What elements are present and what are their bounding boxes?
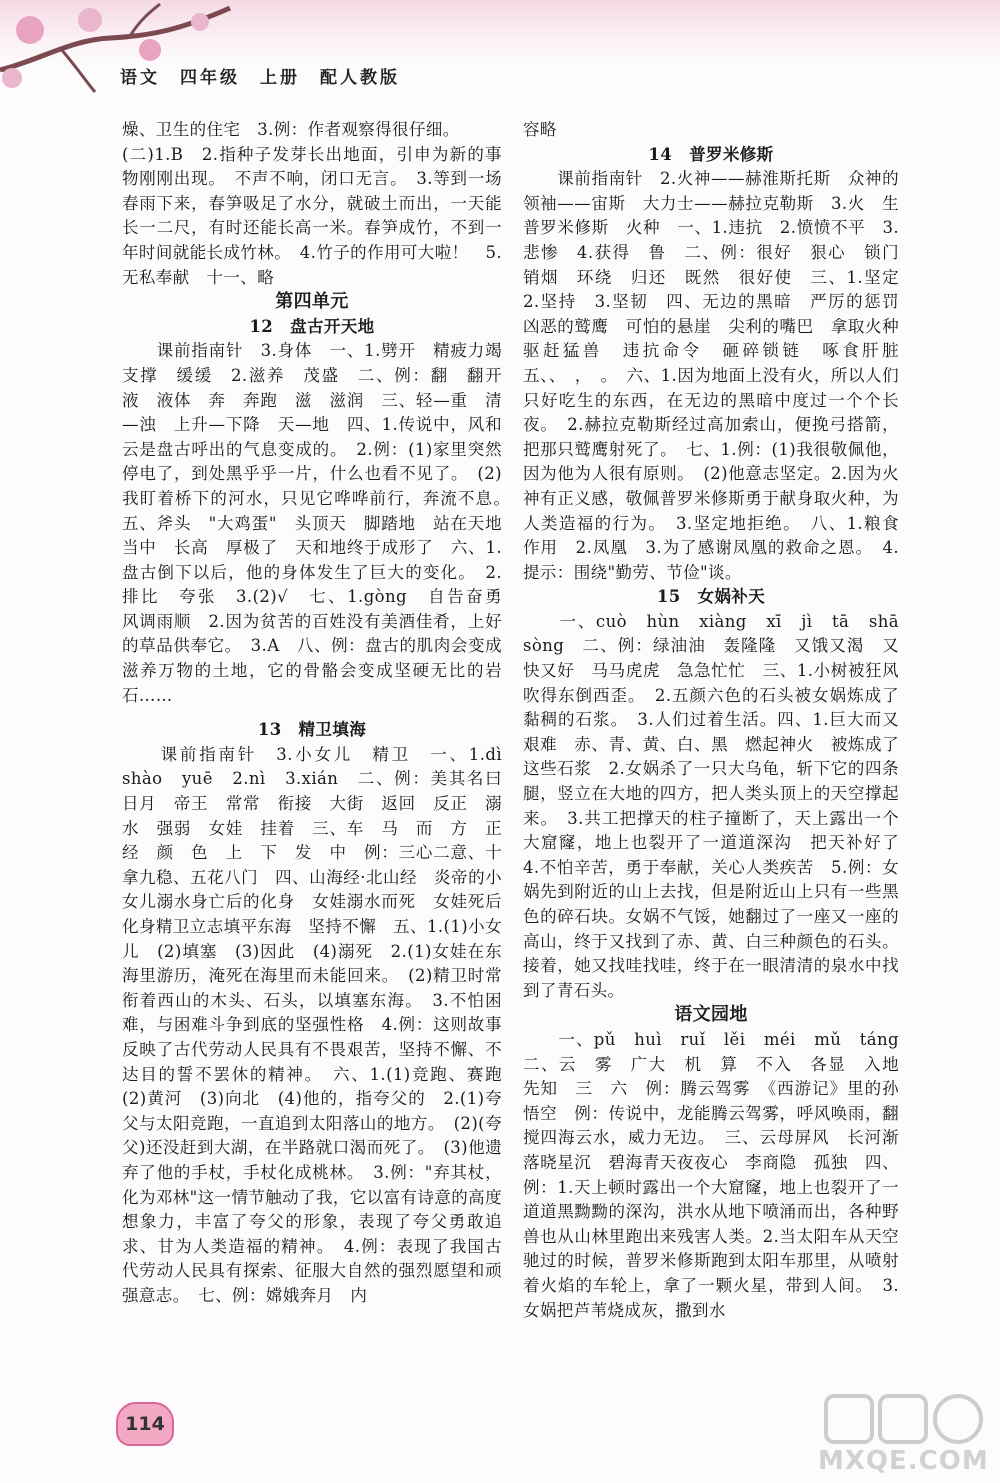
answer-paragraph: 课前指南针 2.火神——赫淮斯托斯 众神的领袖——宙斯 大力士——赫拉克勒斯 3.火 生 普罗米修斯 火种 一、1.违抗 2.愤愤不平 3.悲惨 4.获得 鲁 二、例：很好 狠心 锁门 销烟 环绕 归还 既然 很好使 三、1.坚定 2.坚持 3.坚韧 四、无边的黑暗 严厉的惩罚 凶恶的鹫鹰 可怕的悬崖 尖利的嘴巴 拿取火种 驱赶猛兽 违抗命令 砸碎锁链 啄食肝脏 五、、 ， 。 六、1.因为地面上没有火，所以人们只好吃生的东西，在无边的黑暗中度过一个个长夜。 2.赫拉克勒斯经过高加索山，便挽弓搭箭，把那只鹫鹰射死了。 七、1.例：(1)我很敬佩他，因为他为人很有原则。 (2)他意志坚定。2.因为火神有正义感，敬佩普罗米修斯勇于献身取火种，为人类造福的行为。 3.坚定地拒绝。 八、1.粮食 作用 2.凤凰 3.为了感谢凤凰的救命之恩。 4.提示：围绕"勤劳、节俭"谈。 [523, 169, 916, 582]
lesson-heading: 12 盘古开天地 [249, 316, 375, 336]
answer-paragraph: 容略 [523, 120, 557, 139]
answer-paragraph: 燥、卫生的住宅 3.例：作者观察得很仔细。 [122, 120, 460, 139]
lesson-heading: 14 普罗米修斯 [648, 144, 774, 164]
unit-heading: 第四单元 [275, 291, 349, 313]
lesson-heading: 15 女娲补天 [656, 587, 766, 607]
unit-heading: 语文园地 [674, 1004, 748, 1026]
answer-paragraph: 一、pǔ huì ruǐ lěi méi mǔ táng 二、云 雾 广大 机 算 不入 各显 入地 先知 三 六 例：腾云驾雾 《西游记》里的孙悟空 例：传说中，龙能腾云驾雾，呼风唤雨，翻搅四海云水，威力无边。 三、云母屏风 长河渐落晓星沉 碧海青天夜夜心 李商隐 孤独 四、例：1.天上顿时露出一个大窟窿，地上也裂开了一道道黑黝黝的深沟，洪水从地下喷涌而出，各种野兽也从山林里跑出来残害人类。2.当太阳车从天空驰过的时候，普罗米修斯跑到太阳车那里，从喷射着火焰的车轮上，拿了一颗火星，带到人间。 3.女娲把芦苇烧成灰，撒到水 [523, 1029, 916, 1320]
answer-paragraph: 课前指南针 3.小女儿 精卫 一、1.dì shào yuē 2.nì 3.xián 二、例：美其名曰 日月 帝王 常常 衔接 大街 返回 反正 溺水 强弱 女娃 挂着 三、车 马 而 方 正经 颜 色 上 下 发 中 例：三心二意、十拿九稳、五花八门 四、山海经·北山经 炎帝的小女儿溺水身亡后的化身 女娃溺水而死 女娃死后化身精卫立志填平东海 坚持不懈 五、1.(1)小女儿 (2)填塞 (3)因此 (4)溺死 2.(1)女娃在东海里游历，淹死在海里而未能回来。 (2)精卫时常衔着西山的木头、石头，以填塞东海。 3.不怕困难，与困难斗争到底的坚强性格 4.例：这则故事反映了古代劳动人民具有不畏艰苦，坚持不懈、不达目的誓不罢休的精神。 六、1.(1)竞跑、赛跑 (2)黄河 (3)向北 (4)他的，指夸父的 2.(1)夸父与太阳竞跑，一直追到太阳落山的地方。 (2)(夸父)还没赶到大湖，在半路就口渴而死了。 (3)他遗弃了他的手杖，手杖化成桃林。 3.例："弃其杖，化为邓林"这一情节触动了我，它以富有诗意的高度想象力，丰富了夸父的形象，表现了夸父勇敢追求、甘为人类造福的精神。 4.例：表现了我国古代劳动人民具有探索、征服大自然的强烈愿望和顽强意志。 七、例：嫦娥奔月 内 [122, 744, 519, 1305]
answer-paragraph: 一、cuò hùn xiàng xī jì tā shā sòng 二、例：绿油油 轰隆隆 又饿又渴 又快又好 马马虎虎 急急忙忙 三、1.小树被狂风吹得东倒西歪。 2.五颜六色的石头被女娲炼成了黏稠的石浆。 3.人们过着生活。四、1.巨大而又艰难 赤、青、黄、白、黑 燃起神火 被炼成了 这些石浆 2.女娲杀了一只大乌龟，斩下它的四条腿，竖立在大地的四方，把人类头顶上的天空撑起来。 3.共工把撑天的柱子撞断了，天上露出一个大窟窿，地上也裂开了一道道深沟 把天补好了 4.不怕辛苦，勇于奉献，关心人类疾苦 5.例：女娲先到附近的山上去找，但是附近山上只有一些黑色的碎石块。女娲不气馁，她翻过了一座又一座的高山，终于又找到了赤、黄、白三种颜色的石头。接着，她又找哇找哇，终于在一眼清清的泉水中找到了青石头。 [523, 611, 916, 1000]
watermark-text: MXQE.COM [818, 1446, 989, 1476]
lesson-heading: 13 精卫填海 [257, 720, 367, 740]
spacer [122, 708, 502, 718]
answer-stamp-icon [818, 1392, 988, 1476]
page-number-badge: 114 [116, 1402, 174, 1446]
right-column [523, 118, 916, 1323]
answer-paragraph: 课前指南针 3.身体 一、1.劈开 精疲力竭 支撑 缓缓 2.滋养 茂盛 二、例：翻 翻开 液 液体 奔 奔跑 滋 滋润 三、轻—重 清—浊 上升—下降 天—地 四、1.传说中，风和云是盘古呼出的气息变成的。 2.例：(1)家里突然停电了，到处黑乎乎一片，什么也看不见了。 (2)我盯着桥下的河水，只见它哗哗前行，奔流不息。 五、斧头 "大鸡蛋" 头顶天 脚踏地 站在天地当中 长高 厚极了 天和地终于成形了 六、1.盘古倒下以后，他的身体发生了巨大的变化。 2.排比 夸张 3.(2)√ 七、1.gòng 自告奋勇 风调雨顺 2.因为贫苦的百姓没有美酒佳肴，上好的草品供奉它。 3.A 八、例：盘古的肌肉会变成滋养万物的土地，它的骨骼会变成坚硬无比的岩石…… [122, 341, 519, 705]
left-column [122, 118, 519, 1309]
page-header: 语文 四年级 上册 配人教版 [120, 68, 400, 88]
answer-paragraph: (二)1.B 2.指种子发芽长出地面，引申为新的事物刚刚出现。 不声不响，闭口无言。 3.等到一场春雨下来，春笋吸足了水分，就破土而出，一天能长一二尺，有时还能长高一米。春笋成竹，不到一年时间就能长成竹林。 4.竹子的作用可大啦！ 5.无私奉献 十一、略 [122, 144, 502, 287]
